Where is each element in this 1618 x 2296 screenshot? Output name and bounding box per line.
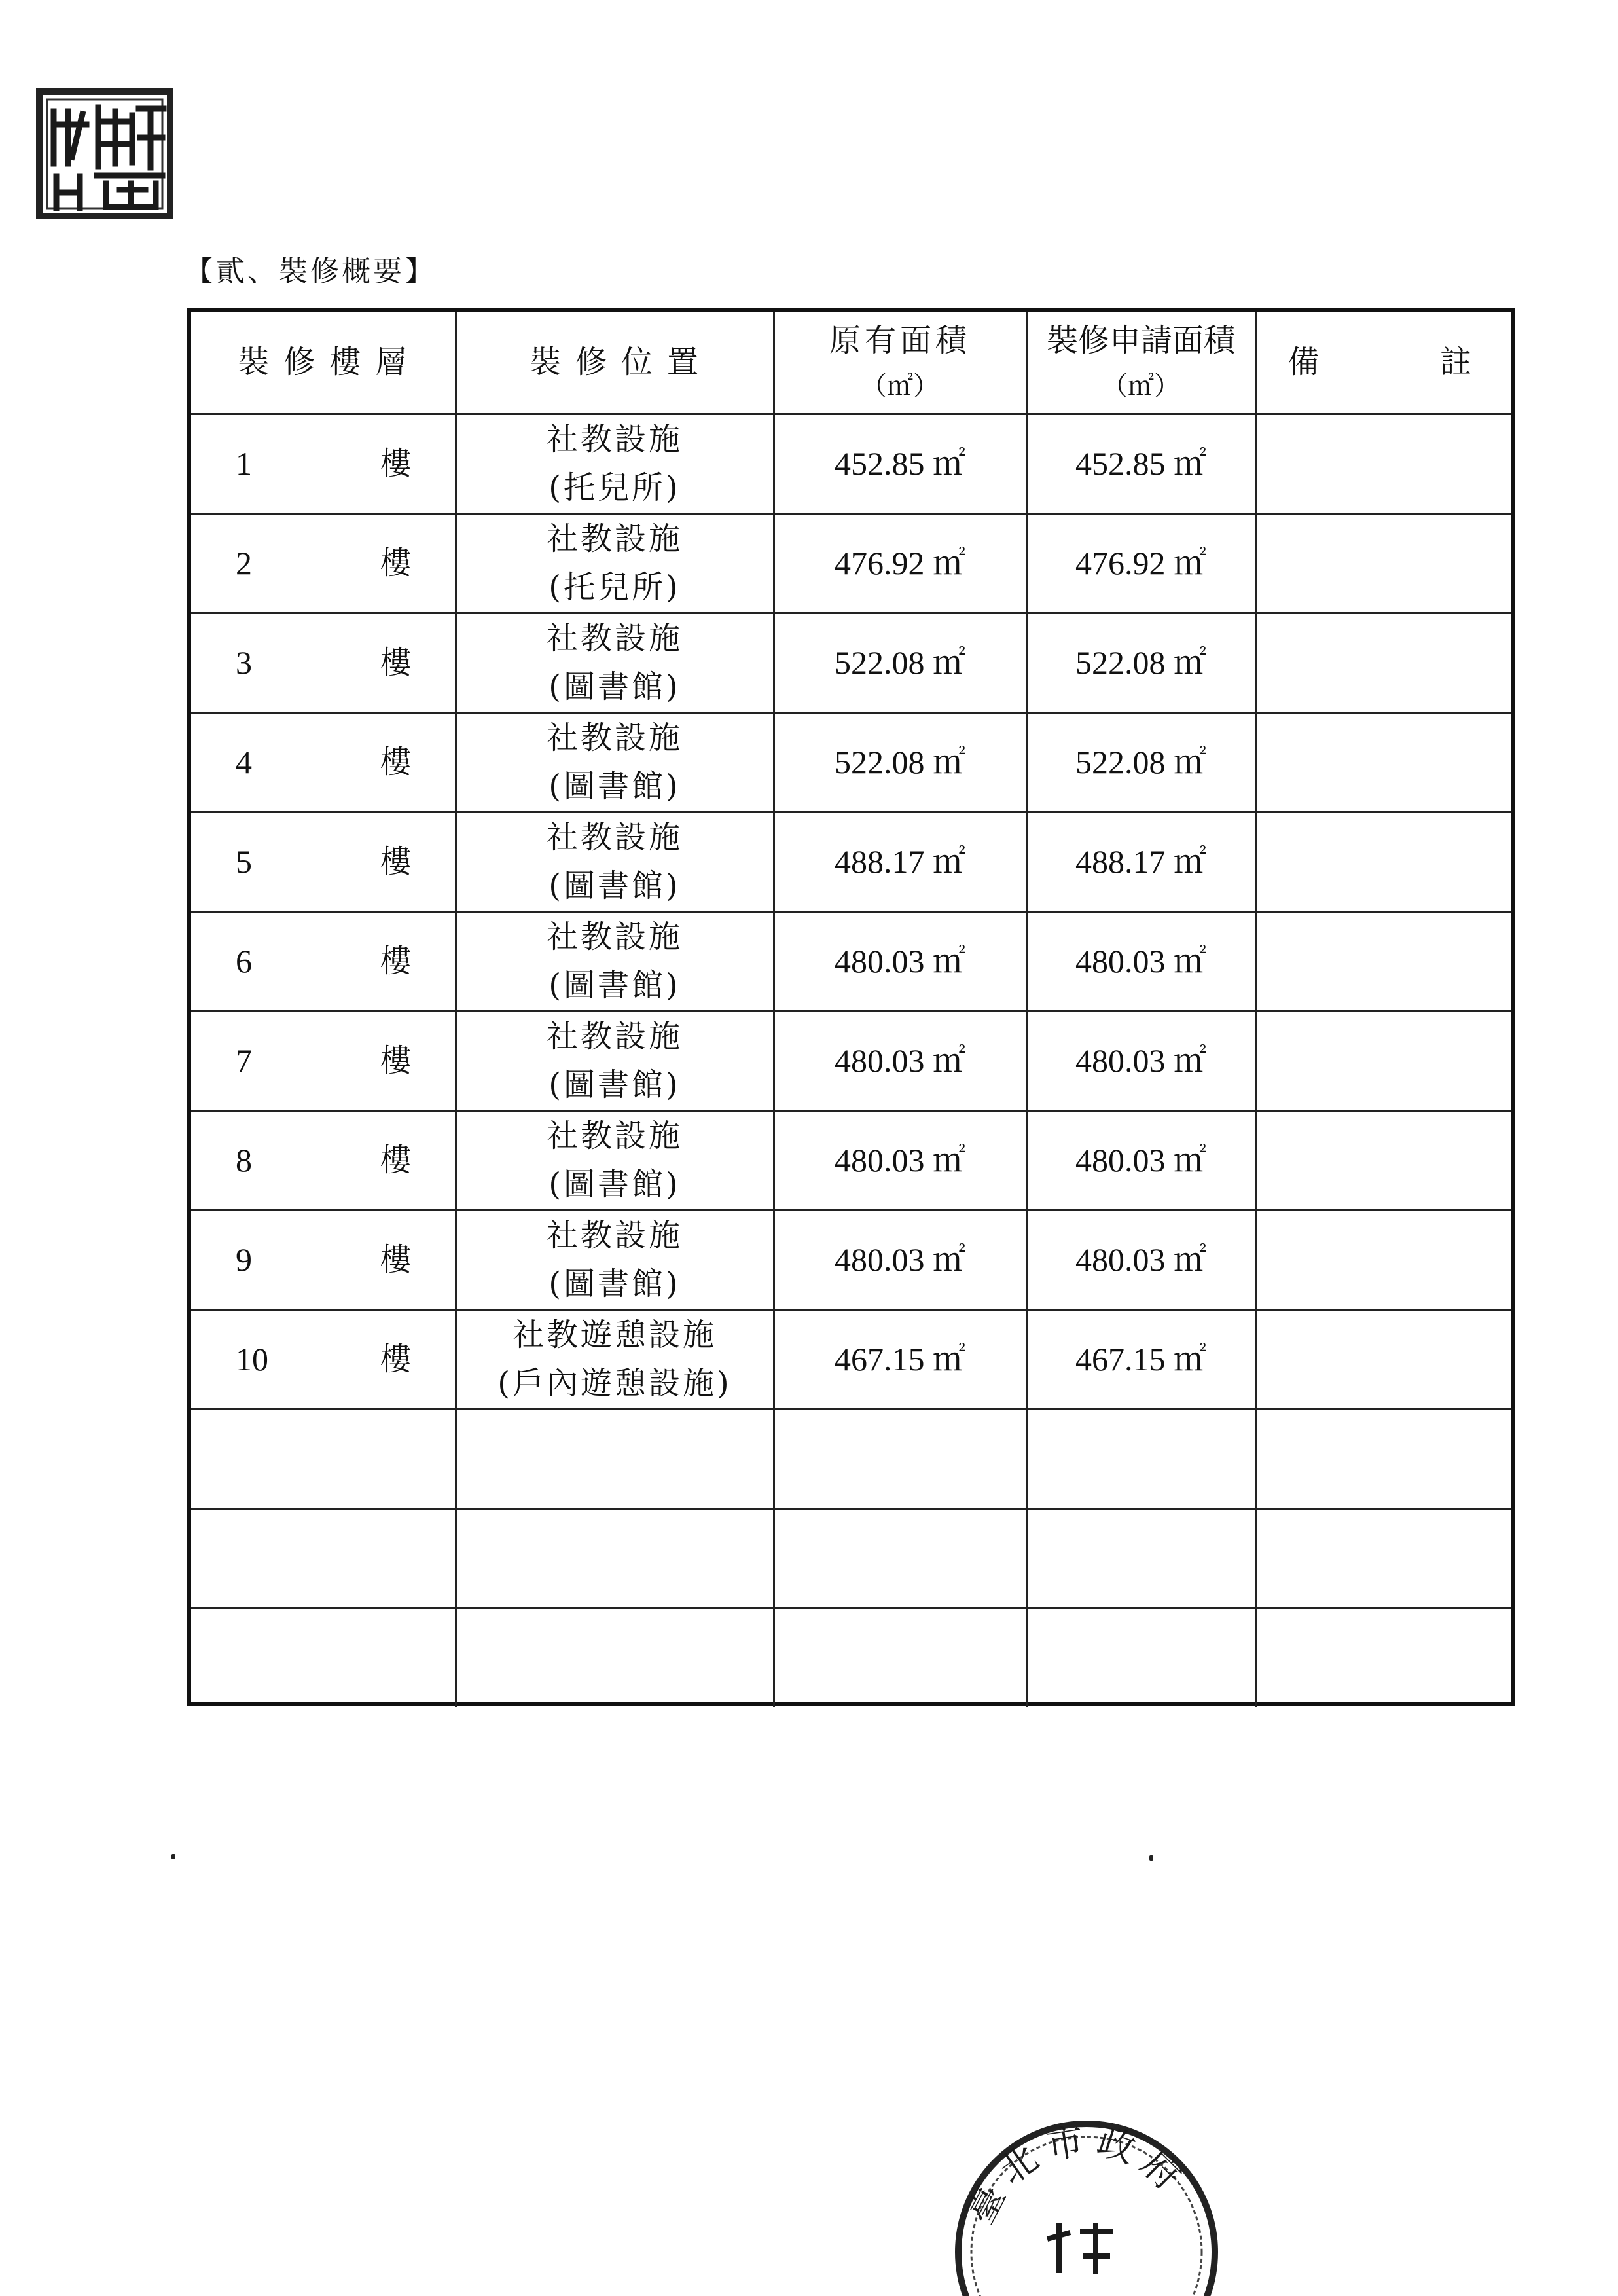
location-cell: [456, 1011, 774, 1110]
remarks-cell: [1255, 1110, 1511, 1210]
table-row: [191, 513, 1511, 613]
floor-cell: [191, 1011, 456, 1110]
svg-text:臺北市政府: [960, 2119, 1196, 2231]
scan-speck: [1149, 1855, 1153, 1861]
floor-number: 7: [236, 1042, 252, 1079]
location-cell: [456, 613, 774, 712]
floor-number: 4: [236, 744, 252, 780]
empty-cell: [1026, 1508, 1255, 1608]
location-line-2: (圖書館): [548, 1266, 681, 1302]
floor-suffix: 樓: [380, 545, 412, 581]
applied-area-cell: 452.85 ㎡: [1026, 414, 1255, 513]
applied-area-cell: 522.08 ㎡: [1026, 712, 1255, 812]
empty-cell: [774, 1508, 1026, 1608]
empty-cell: [191, 1608, 456, 1707]
location-cell: [456, 414, 774, 513]
table-row: [191, 1011, 1511, 1110]
square-seal-stamp: [34, 85, 177, 224]
empty-cell: [774, 1409, 1026, 1508]
seal-text: 臺北市政府: [959, 2119, 1196, 2231]
empty-table-row: [191, 1508, 1511, 1608]
applied-area-cell: 480.03 ㎡: [1026, 911, 1255, 1011]
applied-area-cell: 480.03 ㎡: [1026, 1210, 1255, 1309]
remarks-cell: [1255, 1309, 1511, 1409]
location-line-2: (圖書館): [548, 967, 681, 1004]
empty-table-row: [191, 1608, 1511, 1707]
floor-suffix: 樓: [380, 445, 412, 482]
applied-area-cell: 476.92 ㎡: [1026, 513, 1255, 613]
header-applied-area-label: 裝修申請面積: [1046, 322, 1235, 359]
floor-suffix: 樓: [380, 1142, 412, 1178]
floor-suffix: 樓: [380, 1341, 412, 1377]
floor-suffix: 樓: [380, 943, 412, 979]
floor-number: 10: [236, 1341, 268, 1377]
header-original-area: [774, 312, 1026, 414]
applied-area-cell: 480.03 ㎡: [1026, 1110, 1255, 1210]
original-area-cell: 480.03 ㎡: [774, 1011, 1026, 1110]
location-line-1: 社教設施: [546, 520, 683, 557]
header-remarks-b: 註: [1439, 344, 1471, 381]
floor-cell: [191, 513, 456, 613]
table-row: [191, 712, 1511, 812]
location-line-1: 社教設施: [546, 1217, 683, 1254]
location-line-1: 社教設施: [546, 919, 683, 955]
floor-cell: [191, 1110, 456, 1210]
scan-speck: [171, 1854, 175, 1859]
empty-cell: [191, 1508, 456, 1608]
empty-cell: [456, 1508, 774, 1608]
table-row: [191, 1110, 1511, 1210]
remarks-cell: [1255, 613, 1511, 712]
floor-cell: [191, 1309, 456, 1409]
table-row: [191, 1210, 1511, 1309]
floor-suffix: 樓: [380, 744, 412, 780]
floor-number: 2: [236, 545, 252, 581]
floor-cell: [191, 911, 456, 1011]
floor-number: 6: [236, 943, 252, 979]
empty-cell: [191, 1409, 456, 1508]
location-line-1: 社教設施: [546, 1018, 683, 1055]
location-cell: [456, 513, 774, 613]
location-line-1: 社教設施: [546, 720, 683, 756]
floor-number: 1: [236, 445, 252, 482]
empty-cell: [1026, 1409, 1255, 1508]
original-area-cell: 522.08 ㎡: [774, 613, 1026, 712]
header-remarks: [1255, 312, 1511, 414]
empty-table-row: [191, 1409, 1511, 1508]
floor-suffix: 樓: [380, 1042, 412, 1079]
header-location: 裝修位置: [456, 312, 774, 414]
table-row: [191, 812, 1511, 911]
location-cell: [456, 1210, 774, 1309]
floor-suffix: 樓: [380, 843, 412, 880]
location-line-1: 社教設施: [546, 1118, 683, 1154]
table-row: [191, 911, 1511, 1011]
floor-cell: [191, 712, 456, 812]
remarks-cell: [1255, 414, 1511, 513]
remarks-cell: [1255, 1011, 1511, 1110]
location-line-1: 社教遊憩設施: [512, 1317, 717, 1353]
table-row: [191, 613, 1511, 712]
table-header-row: [191, 312, 1511, 414]
round-government-seal-stamp: [949, 2102, 1224, 2296]
original-area-cell: 522.08 ㎡: [774, 712, 1026, 812]
floor-cell: [191, 613, 456, 712]
remarks-cell: [1255, 812, 1511, 911]
empty-cell: [456, 1409, 774, 1508]
floor-suffix: 樓: [380, 1241, 412, 1278]
remarks-cell: [1255, 712, 1511, 812]
location-line-2: (圖書館): [548, 768, 681, 805]
header-original-area-label: 原有面積: [829, 322, 971, 359]
original-area-cell: 480.03 ㎡: [774, 1110, 1026, 1210]
floor-cell: [191, 1210, 456, 1309]
header-remarks-a: 備: [1287, 344, 1320, 381]
location-line-2: (圖書館): [548, 1166, 681, 1203]
original-area-cell: 452.85 ㎡: [774, 414, 1026, 513]
empty-cell: [1255, 1608, 1511, 1707]
original-area-cell: 480.03 ㎡: [774, 1210, 1026, 1309]
remarks-cell: [1255, 513, 1511, 613]
applied-area-cell: 467.15 ㎡: [1026, 1309, 1255, 1409]
location-cell: [456, 1309, 774, 1409]
location-line-2: (托兒所): [548, 569, 681, 606]
floor-number: 5: [236, 843, 252, 880]
applied-area-cell: 480.03 ㎡: [1026, 1011, 1255, 1110]
empty-cell: [1026, 1608, 1255, 1707]
location-line-2: (圖書館): [548, 1066, 681, 1103]
floor-number: 3: [236, 644, 252, 681]
location-line-1: 社教設施: [546, 421, 683, 458]
location-cell: [456, 911, 774, 1011]
location-line-2: (戶內遊憩設施): [497, 1365, 732, 1402]
header-original-area-unit: （㎡）: [861, 371, 939, 402]
header-applied-area-unit: （㎡）: [1102, 371, 1180, 402]
applied-area-cell: 522.08 ㎡: [1026, 613, 1255, 712]
table-row: [191, 414, 1511, 513]
floor-suffix: 樓: [380, 644, 412, 681]
empty-cell: [774, 1608, 1026, 1707]
original-area-cell: 480.03 ㎡: [774, 911, 1026, 1011]
location-cell: [456, 712, 774, 812]
original-area-cell: 467.15 ㎡: [774, 1309, 1026, 1409]
remarks-cell: [1255, 1210, 1511, 1309]
location-line-2: (圖書館): [548, 668, 681, 705]
renovation-summary-table: [187, 308, 1515, 1706]
remarks-cell: [1255, 911, 1511, 1011]
location-line-1: 社教設施: [546, 819, 683, 856]
header-floor: 裝修樓層: [191, 312, 456, 414]
original-area-cell: 488.17 ㎡: [774, 812, 1026, 911]
location-line-1: 社教設施: [546, 620, 683, 657]
applied-area-cell: 488.17 ㎡: [1026, 812, 1255, 911]
table-row: [191, 1309, 1511, 1409]
floor-cell: [191, 812, 456, 911]
location-cell: [456, 812, 774, 911]
location-line-2: (托兒所): [548, 469, 681, 506]
empty-cell: [456, 1608, 774, 1707]
floor-number: 9: [236, 1241, 252, 1278]
empty-cell: [1255, 1508, 1511, 1608]
header-applied-area: [1026, 312, 1255, 414]
original-area-cell: 476.92 ㎡: [774, 513, 1026, 613]
location-cell: [456, 1110, 774, 1210]
location-line-2: (圖書館): [548, 867, 681, 904]
floor-number: 8: [236, 1142, 252, 1178]
section-title: 【貳、裝修概要】: [185, 255, 436, 288]
floor-cell: [191, 414, 456, 513]
empty-cell: [1255, 1409, 1511, 1508]
